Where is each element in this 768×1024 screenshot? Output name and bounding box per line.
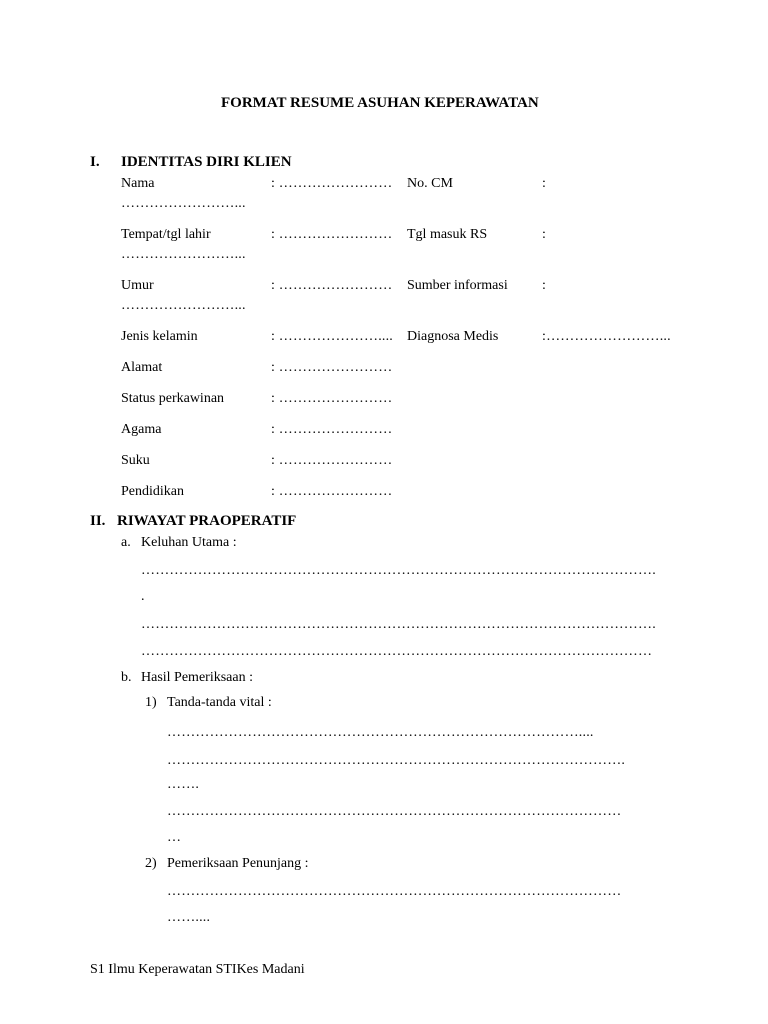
field-label-diagnosa: Diagnosa Medis xyxy=(407,329,499,344)
field-value-status: : …………………… xyxy=(271,391,393,406)
field-wrap-tgl-masuk: ……………………... xyxy=(121,247,246,262)
field-value-sumber: : xyxy=(542,278,546,293)
field-value-suku: : …………………… xyxy=(271,453,393,468)
field-label-umur: Umur xyxy=(121,278,154,293)
field-value-tgl-masuk: : xyxy=(542,227,546,242)
field-value-pendidikan: : …………………… xyxy=(271,484,393,499)
field-value-nama: : …………………… xyxy=(271,176,393,191)
item-b1-line: ……. xyxy=(167,777,200,792)
item-a-line: ……………………………………………………………………………………………… xyxy=(141,644,653,659)
item-b1-label: Tanda-tanda vital : xyxy=(167,695,272,710)
field-label-alamat: Alamat xyxy=(121,360,163,375)
section-1-heading: IDENTITAS DIRI KLIEN xyxy=(121,154,292,170)
field-label-tgl-masuk: Tgl masuk RS xyxy=(407,227,488,242)
field-wrap-no-cm: ……………………... xyxy=(121,196,246,211)
field-label-no-cm: No. CM xyxy=(407,176,453,191)
field-label-nama: Nama xyxy=(121,176,155,191)
field-label-status: Status perkawinan xyxy=(121,391,225,406)
item-a-label: Keluhan Utama : xyxy=(141,535,237,550)
item-b-label: Hasil Pemeriksaan : xyxy=(141,670,253,685)
item-b2-line: …….... xyxy=(167,910,211,925)
section-2-heading: RIWAYAT PRAOPERATIF xyxy=(117,513,297,529)
field-value-jenis-kelamin: : ………………….... xyxy=(271,329,393,344)
field-value-diagnosa: :……………………... xyxy=(542,329,671,344)
field-wrap-sumber: ……………………... xyxy=(121,298,246,313)
field-label-sumber: Sumber informasi xyxy=(407,278,508,293)
field-value-tempat-lahir: : …………………… xyxy=(271,227,393,242)
item-b2-label: Pemeriksaan Penunjang : xyxy=(167,856,309,871)
section-2-number: II. xyxy=(90,513,106,529)
item-b1-line: …………………………………………………………………………………… xyxy=(167,804,622,819)
field-label-suku: Suku xyxy=(121,453,150,468)
item-a-marker: a. xyxy=(121,535,131,550)
item-b1-line: …………………………………………………………………………….... xyxy=(167,725,594,740)
item-a-line: . xyxy=(141,589,145,604)
field-value-alamat: : …………………… xyxy=(271,360,393,375)
field-value-umur: : …………………… xyxy=(271,278,393,293)
item-b2-marker: 2) xyxy=(145,856,157,871)
item-b-marker: b. xyxy=(121,670,132,685)
field-label-jenis-kelamin: Jenis kelamin xyxy=(121,329,198,344)
item-b2-line: …………………………………………………………………………………… xyxy=(167,884,622,899)
item-a-line: ………………………………………………………………………………………………. xyxy=(141,563,656,578)
document-title: FORMAT RESUME ASUHAN KEPERAWATAN xyxy=(221,95,539,111)
item-b1-line: … xyxy=(167,830,182,845)
field-label-pendidikan: Pendidikan xyxy=(121,484,184,499)
page-footer: S1 Ilmu Keperawatan STIKes Madani xyxy=(90,962,305,977)
field-label-agama: Agama xyxy=(121,422,162,437)
section-1-number: I. xyxy=(90,154,100,170)
field-label-tempat-lahir: Tempat/tgl lahir xyxy=(121,227,211,242)
field-value-no-cm: : xyxy=(542,176,546,191)
item-b1-marker: 1) xyxy=(145,695,157,710)
item-b1-line: ……………………………………………………………………………………. xyxy=(167,753,626,768)
field-value-agama: : …………………… xyxy=(271,422,393,437)
item-a-line: ………………………………………………………………………………………………. xyxy=(141,617,656,632)
